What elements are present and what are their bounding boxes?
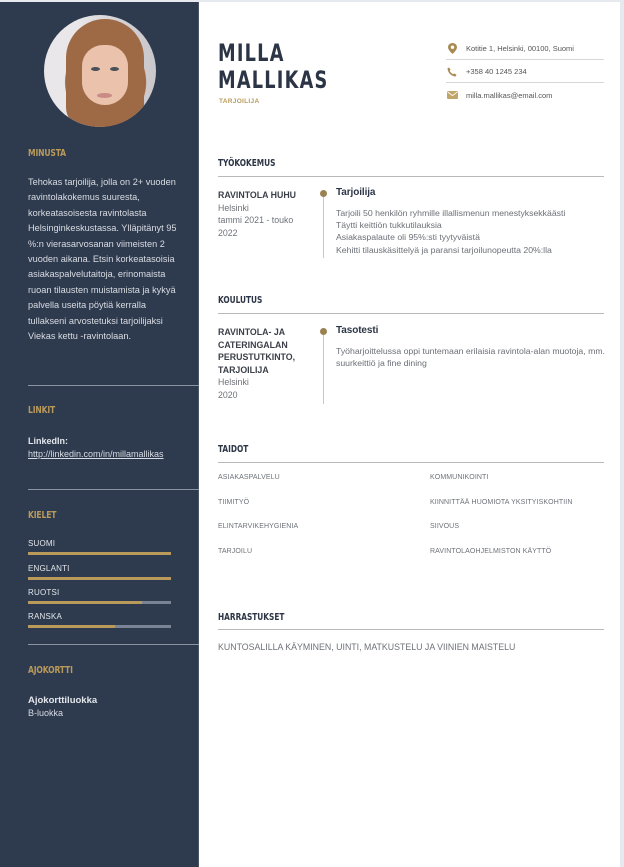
experience-bullet: Täytti keittiön tukkutilauksia (336, 220, 442, 231)
linkedin-link[interactable]: http://linkedin.com/in/millamallikas (28, 449, 164, 459)
timeline-dot (320, 190, 327, 197)
timeline-line (323, 194, 324, 258)
language-bar-fill (28, 601, 142, 604)
skill-item: SIIVOUS (430, 523, 460, 530)
email-text[interactable]: milla.mallikas@email.com (466, 90, 553, 100)
divider (28, 489, 199, 490)
language-bar (28, 625, 171, 628)
experience-bullets (336, 207, 606, 256)
language-bar (28, 601, 171, 604)
education-year: 2020 (218, 389, 238, 400)
phone-icon (446, 66, 458, 78)
address-text: Kotitie 1, Helsinki, 00100, Suomi (466, 44, 574, 53)
hobbies-title: HARRASTUKSET (218, 612, 285, 623)
employment-dates: tammi 2021 - touko 2022 (218, 215, 294, 238)
skill-item: ASIAKASPALVELU (218, 474, 280, 481)
email-icon (446, 89, 458, 101)
language-bar-fill (28, 577, 171, 580)
license-value: B-luokka (28, 708, 64, 718)
full-name (218, 40, 328, 94)
profile-photo (44, 15, 156, 127)
job-title: TARJOILIJA (219, 98, 260, 105)
skills-title: TAIDOT (218, 444, 249, 455)
skill-item: KIINNITTÄÄ HUOMIOTA YKSITYISKOHTIIN (430, 499, 573, 506)
experience-employer (218, 189, 310, 239)
divider (28, 644, 199, 645)
education-location: Helsinki (218, 377, 249, 387)
experience-bullet: Kehitti tilauskäsittelyä ja paransi tarjoilunopeutta 20%:lla (336, 244, 552, 255)
contact-phone (446, 61, 604, 83)
skill-item: ELINTARVIKEHYGIENIA (218, 523, 299, 530)
experience-bullet: Asiakaspalaute oli 95%:sti tyytyväistä (336, 232, 480, 243)
last-name: MALLIKAS (218, 66, 329, 94)
employer-name: RAVINTOLA HUHU (218, 190, 297, 200)
languages-title: KIELET (28, 510, 57, 521)
photo-lips (97, 93, 112, 98)
first-name: MILLA (218, 39, 285, 67)
skill-item: RAVINTOLAOHJELMISTON KÄYTTÖ (430, 548, 552, 555)
education-title-item: Tasotesti (336, 325, 379, 336)
skill-item: TARJOILU (218, 548, 253, 555)
sidebar (0, 2, 199, 867)
language-item (28, 588, 171, 604)
experience-bullet: Tarjoili 50 henkilön ryhmille illallismenun menestyksekkäästi (336, 208, 566, 218)
linkedin-label: LinkedIn: (28, 436, 68, 446)
language-bar-fill (28, 625, 115, 628)
language-item (28, 539, 171, 555)
location-pin-icon (446, 43, 458, 55)
language-name: SUOMI (28, 539, 56, 548)
skill-item: TIIMITYÖ (218, 499, 250, 506)
section-divider (218, 176, 604, 177)
education-description: Työharjoittelussa oppi tuntemaan erilaisia ravintola-alan muotoja, mm. suurkeittiö ja fine dining (336, 346, 605, 369)
education-title: KOULUTUS (218, 295, 263, 306)
employer-location: Helsinki (218, 202, 249, 213)
timeline-line (323, 332, 324, 404)
hobbies-text: KUNTOSALILLA KÄYMINEN, UINTI, MATKUSTELU JA VIINIEN MAISTELU (218, 642, 516, 652)
section-divider (218, 313, 604, 314)
contact-address (446, 38, 604, 60)
contact-email (446, 84, 604, 106)
license-title: AJOKORTTI (28, 665, 73, 676)
language-item (28, 612, 171, 628)
about-text: Tehokas tarjoilija, jolla on 2+ vuoden ravintolakokemus suuresta, korkeatasoisesta ravintolasta Helsinginkeskustassa. Ylläpitänyt 95 %:n vierasarvosanan viimeisten 2 vuoden aikana. Etsin korkeatasoisia asiakaspalvelutaitoja, erinomaista ruoan tilausten muistamista ja kykyä palvella useita pöytiä kerralla tullakseni arvostetuksi tarjoilijaksi Viekas kettu -ravintolaan. (28, 177, 177, 342)
section-divider (218, 462, 604, 463)
divider (28, 385, 199, 386)
experience-title: TYÖKOKEMUS (218, 158, 276, 169)
language-name: ENGLANTI (28, 564, 70, 573)
links-title: LINKIT (28, 405, 56, 416)
about-title: MINUSTA (28, 148, 66, 159)
language-bar (28, 552, 171, 555)
photo-eye (91, 67, 100, 71)
language-bar (28, 577, 171, 580)
skill-item: KOMMUNIKOINTI (430, 474, 489, 481)
education-institution (218, 326, 310, 401)
language-item (28, 564, 171, 580)
license-label: Ajokorttiluokka (28, 695, 98, 706)
experience-position: Tarjoilija (336, 187, 376, 198)
phone-text: +358 40 1245 234 (466, 67, 527, 76)
language-name: RANSKA (28, 612, 63, 621)
section-divider (218, 629, 604, 630)
language-bar-fill (28, 552, 171, 555)
language-name: RUOTSI (28, 588, 60, 597)
degree-name: RAVINTOLA- JA CATERINGALAN PERUSTUTKINTO, TARJOILIJA (218, 327, 296, 375)
photo-eye (110, 67, 119, 71)
timeline-dot (320, 328, 327, 335)
